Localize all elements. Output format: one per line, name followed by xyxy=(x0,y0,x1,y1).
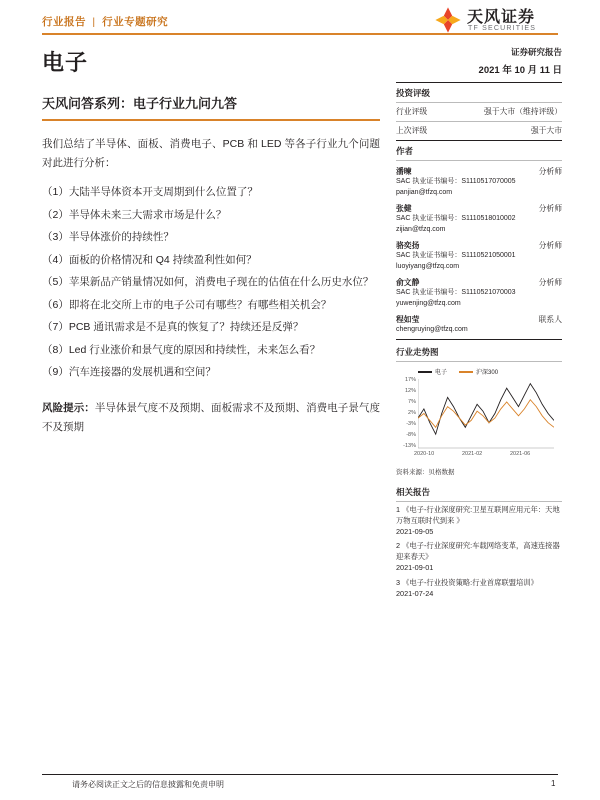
analyst-sac: SAC 执业证书编号：S1110518010002 xyxy=(396,215,516,223)
analyst-role: 分析师 xyxy=(538,278,562,288)
report-kicker: 证券研究报告 xyxy=(510,47,562,57)
list-item: （2）半导体未来三大需求市场是什么？ xyxy=(42,208,227,221)
y-tick-label: 7% xyxy=(408,398,416,405)
risk-text: 半导体景气度不及预期、面板需求不及预期、消费电子景气度不及预期 xyxy=(42,401,381,433)
report-text: 1 《电子-行业深度研究:卫星互联网应用元年：天地万物互联时代到来 》 xyxy=(396,504,560,525)
logo-name-en: TF SECURITIES xyxy=(468,25,537,32)
analyst-role: 联系人 xyxy=(538,315,562,325)
rating-section-title: 投资评级 xyxy=(396,88,431,98)
y-tick-label: 2% xyxy=(408,409,416,416)
list-item: （7）PCB 通讯需求是不是真的恢复了？持续还是反弹？ xyxy=(42,321,304,334)
analyst-sac: SAC 执业证书编号：S1110521050001 xyxy=(396,252,516,260)
x-tick-label: 2021-02 xyxy=(462,450,483,457)
question-list xyxy=(42,182,380,382)
list-item[interactable] xyxy=(396,578,562,600)
page-header xyxy=(0,0,600,44)
report-text: 3 《电子-行业投资策略:行业首席联盟培训》 xyxy=(396,578,538,588)
chart-legend xyxy=(418,367,498,376)
company-logo xyxy=(434,4,564,38)
footer-disclaimer: 请务必阅读正文之后的信息披露和免责申明 xyxy=(72,780,224,789)
chart-plot xyxy=(418,379,554,449)
list-item: （3）半导体涨价的持续性？ xyxy=(42,231,174,244)
analyst-email[interactable]: panjian@tfzq.com xyxy=(396,188,453,196)
logo-name-cn: 天风证券 xyxy=(467,9,536,26)
intro-paragraph: 我们总结了半导体、面板、消费电子、PCB 和 LED 等各子行业九个问题对此进行分析： xyxy=(42,137,380,169)
analyst-sac: SAC 执业证书编号：S1110521070003 xyxy=(396,289,516,297)
rating-value: 强于大市 xyxy=(530,126,562,136)
analyst-role: 分析师 xyxy=(538,167,562,177)
series-title: 天风问答系列：电子行业九问九答 xyxy=(42,96,238,111)
analyst-entry xyxy=(396,203,562,235)
analyst-role: 分析师 xyxy=(538,204,562,214)
breadcrumb-left: 行业报告 xyxy=(42,16,86,28)
breadcrumb xyxy=(42,14,168,29)
y-tick-label: 12% xyxy=(404,387,416,394)
rating-label: 上次评级 xyxy=(396,126,428,136)
analyst-email[interactable]: zijian@tfzq.com xyxy=(396,225,446,233)
list-item[interactable] xyxy=(396,541,562,574)
chart-title: 行业走势图 xyxy=(396,346,439,357)
y-tick-label: -3% xyxy=(406,420,416,427)
legend-item: 电子 xyxy=(418,367,447,376)
authors-divider-bottom xyxy=(396,339,562,340)
report-date: 2021 年 10 月 11 日 xyxy=(478,65,562,76)
series-divider xyxy=(42,119,380,121)
analyst-entry xyxy=(396,166,562,198)
x-tick-label: 2021-06 xyxy=(510,450,531,457)
list-item: （5）苹果新品产销量情况如何，消费电子现在的估值在什么历史水位？ xyxy=(42,276,374,289)
footer-divider xyxy=(42,774,558,775)
report-text: 2 《电子-行业深度研究:车载网络变革，高速连接器迎来春天》 xyxy=(396,541,560,562)
analyst-name: 程如莹 xyxy=(396,315,420,325)
report-date: 2021-09-05 xyxy=(396,526,434,536)
sidebar xyxy=(396,46,562,604)
industry-trend-chart xyxy=(396,365,562,465)
x-tick-label: 2020-10 xyxy=(414,450,435,457)
y-tick-label: 17% xyxy=(404,376,416,383)
analyst-sac: SAC 执业证书编号：S1110517070005 xyxy=(396,178,516,186)
rating-label: 行业评级 xyxy=(396,107,428,116)
legend-item: 沪深300 xyxy=(459,367,498,376)
authors-divider xyxy=(396,160,562,161)
risk-label: 风险提示： xyxy=(42,401,95,414)
list-item: （4）面板的价格情况和 Q4 持续盈利性如何？ xyxy=(42,253,257,266)
analyst-email[interactable]: luoyiyang@tfzq.com xyxy=(396,262,460,270)
analyst-entry xyxy=(396,277,562,309)
list-item: （9）汽车连接器的发展机遇和空间？ xyxy=(42,366,216,379)
report-date: 2021-09-01 xyxy=(396,563,434,573)
analyst-name: 张健 xyxy=(396,204,412,214)
analyst-entry xyxy=(396,314,562,336)
analyst-name: 骆奕扬 xyxy=(396,241,420,251)
logo-mark-icon xyxy=(434,6,462,34)
analyst-name: 潘暕 xyxy=(396,167,412,177)
list-item: （1）大陆半导体资本开支周期到什么位置了？ xyxy=(42,186,258,199)
analyst-role: 分析师 xyxy=(538,241,562,251)
rating-value: 强于大市（维持评级） xyxy=(484,107,562,116)
table-row xyxy=(396,125,562,137)
chart-divider xyxy=(396,361,562,362)
page-title: 电子 xyxy=(42,50,89,75)
authors-section-title: 作者 xyxy=(396,146,414,157)
related-reports-divider xyxy=(396,501,562,502)
list-item: （8）Led 行业涨价和景气度的原因和持续性，未来怎么看？ xyxy=(42,343,321,356)
rating-divider-mid xyxy=(396,121,562,122)
chart-source: 资料来源：贝格数据 xyxy=(396,468,455,476)
related-reports-title: 相关报告 xyxy=(396,486,431,497)
y-tick-label: -8% xyxy=(406,431,416,438)
y-tick-label: -13% xyxy=(403,442,416,449)
breadcrumb-separator: | xyxy=(92,16,96,28)
risk-warning xyxy=(42,399,380,438)
analyst-entry xyxy=(396,240,562,272)
report-date: 2021-07-24 xyxy=(396,589,434,599)
analyst-email[interactable]: chengruying@tfzq.com xyxy=(396,326,468,334)
page-number: 1 xyxy=(551,779,556,788)
breadcrumb-right: 行业专题研究 xyxy=(102,16,169,28)
rating-divider-bottom xyxy=(396,140,562,141)
main-content xyxy=(42,46,380,437)
analyst-name: 俞文静 xyxy=(396,278,420,288)
list-item[interactable] xyxy=(396,505,562,538)
sidebar-divider xyxy=(396,82,562,83)
analyst-email[interactable]: yuwenjing@tfzq.com xyxy=(396,299,461,307)
table-row xyxy=(396,106,562,118)
list-item: （6）即将在北交所上市的电子公司有哪些？有哪些相关机会？ xyxy=(42,298,332,311)
rating-divider-top xyxy=(396,102,562,103)
